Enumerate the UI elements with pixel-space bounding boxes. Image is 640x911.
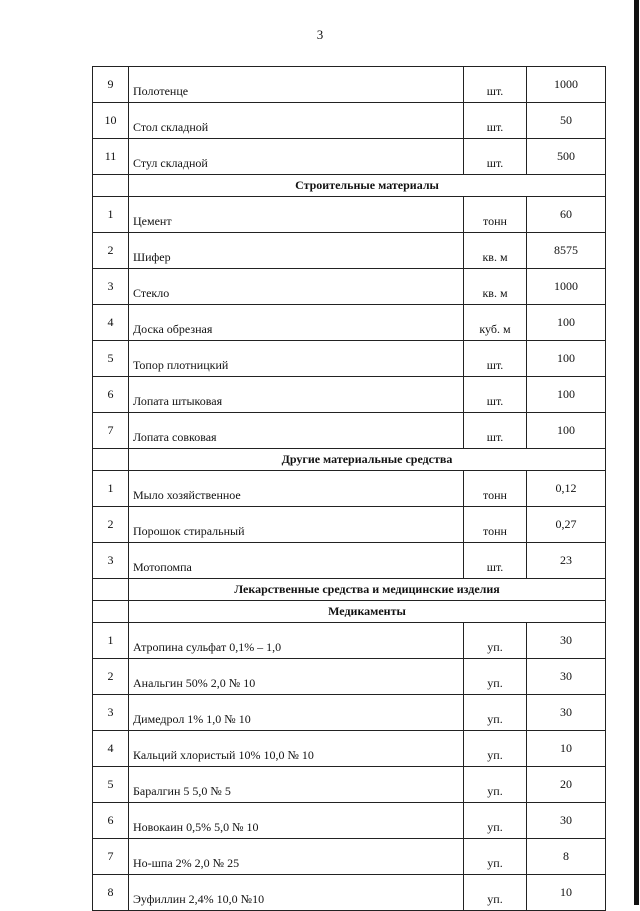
item-quantity: 60 bbox=[527, 197, 606, 233]
row-number: 7 bbox=[93, 413, 129, 449]
item-quantity: 10 bbox=[527, 875, 606, 911]
item-name: Лопата совковая bbox=[129, 413, 464, 449]
other-item-row bbox=[93, 543, 606, 579]
section-construction-title: Строительные материалы bbox=[129, 175, 606, 197]
item-name: Стол складной bbox=[129, 103, 464, 139]
medicine-item-row bbox=[93, 623, 606, 659]
item-name: Анальгин 50% 2,0 № 10 bbox=[129, 659, 464, 695]
item-unit: тонн bbox=[464, 197, 527, 233]
item-unit: шт. bbox=[464, 413, 527, 449]
item-quantity: 30 bbox=[527, 659, 606, 695]
item-unit: кв. м bbox=[464, 233, 527, 269]
medicine-item-row bbox=[93, 839, 606, 875]
item-unit: уп. bbox=[464, 731, 527, 767]
item-quantity: 30 bbox=[527, 803, 606, 839]
household-item-row bbox=[93, 67, 606, 103]
row-number: 10 bbox=[93, 103, 129, 139]
item-name: Топор плотницкий bbox=[129, 341, 464, 377]
item-name: Шифер bbox=[129, 233, 464, 269]
item-name: Новокаин 0,5% 5,0 № 10 bbox=[129, 803, 464, 839]
item-unit: шт. bbox=[464, 543, 527, 579]
item-name: Цемент bbox=[129, 197, 464, 233]
item-quantity: 20 bbox=[527, 767, 606, 803]
row-number: 6 bbox=[93, 377, 129, 413]
item-unit: тонн bbox=[464, 471, 527, 507]
construction-item-row bbox=[93, 197, 606, 233]
section-medical-title: Лекарственные средства и медицинские изделия bbox=[129, 579, 606, 601]
other-item-row bbox=[93, 471, 606, 507]
item-unit: шт. bbox=[464, 341, 527, 377]
construction-item-row bbox=[93, 341, 606, 377]
item-quantity: 500 bbox=[527, 139, 606, 175]
item-quantity: 100 bbox=[527, 377, 606, 413]
section-medicines-title: Медикаменты bbox=[129, 601, 606, 623]
item-quantity: 50 bbox=[527, 103, 606, 139]
item-unit: шт. bbox=[464, 103, 527, 139]
household-item-row bbox=[93, 139, 606, 175]
item-name: Но-шпа 2% 2,0 № 25 bbox=[129, 839, 464, 875]
construction-item-row bbox=[93, 233, 606, 269]
item-quantity: 23 bbox=[527, 543, 606, 579]
item-quantity: 10 bbox=[527, 731, 606, 767]
item-name: Стекло bbox=[129, 269, 464, 305]
construction-item-row bbox=[93, 413, 606, 449]
row-number: 2 bbox=[93, 233, 129, 269]
medicine-item-row bbox=[93, 767, 606, 803]
item-unit: шт. bbox=[464, 67, 527, 103]
item-unit: куб. м bbox=[464, 305, 527, 341]
row-number: 1 bbox=[93, 471, 129, 507]
item-quantity: 100 bbox=[527, 305, 606, 341]
row-number: 2 bbox=[93, 659, 129, 695]
page-number: 3 bbox=[316, 27, 324, 42]
item-unit: уп. bbox=[464, 875, 527, 911]
medicine-item-row bbox=[93, 731, 606, 767]
construction-item-row bbox=[93, 269, 606, 305]
item-unit: кв. м bbox=[464, 269, 527, 305]
item-quantity: 0,12 bbox=[527, 471, 606, 507]
item-quantity: 100 bbox=[527, 413, 606, 449]
section-construction bbox=[93, 175, 606, 197]
section-other-title: Другие материальные средства bbox=[129, 449, 606, 471]
scan-edge-bar bbox=[634, 0, 639, 905]
medicine-item-row bbox=[93, 695, 606, 731]
row-number: 7 bbox=[93, 839, 129, 875]
item-name: Лопата штыковая bbox=[129, 377, 464, 413]
item-unit: тонн bbox=[464, 507, 527, 543]
item-name: Атропина сульфат 0,1% – 1,0 bbox=[129, 623, 464, 659]
row-number: 3 bbox=[93, 543, 129, 579]
item-quantity: 30 bbox=[527, 695, 606, 731]
supplies-table bbox=[92, 66, 606, 911]
section-spacer bbox=[93, 175, 129, 197]
item-quantity: 30 bbox=[527, 623, 606, 659]
item-unit: шт. bbox=[464, 139, 527, 175]
row-number: 11 bbox=[93, 139, 129, 175]
row-number: 5 bbox=[93, 341, 129, 377]
row-number: 2 bbox=[93, 507, 129, 543]
item-name: Мотопомпа bbox=[129, 543, 464, 579]
construction-item-row bbox=[93, 377, 606, 413]
item-quantity: 1000 bbox=[527, 67, 606, 103]
item-name: Порошок стиральный bbox=[129, 507, 464, 543]
item-unit: уп. bbox=[464, 695, 527, 731]
item-unit: уп. bbox=[464, 659, 527, 695]
item-quantity: 100 bbox=[527, 341, 606, 377]
construction-item-row bbox=[93, 305, 606, 341]
medicine-item-row bbox=[93, 875, 606, 911]
item-unit: уп. bbox=[464, 803, 527, 839]
item-quantity: 8575 bbox=[527, 233, 606, 269]
section-medical bbox=[93, 579, 606, 601]
row-number: 4 bbox=[93, 731, 129, 767]
section-other bbox=[93, 449, 606, 471]
item-quantity: 8 bbox=[527, 839, 606, 875]
item-name: Баралгин 5 5,0 № 5 bbox=[129, 767, 464, 803]
row-number: 1 bbox=[93, 623, 129, 659]
item-name: Доска обрезная bbox=[129, 305, 464, 341]
household-item-row bbox=[93, 103, 606, 139]
row-number: 4 bbox=[93, 305, 129, 341]
item-name: Полотенце bbox=[129, 67, 464, 103]
section-spacer bbox=[93, 579, 129, 601]
supplies-table-body bbox=[93, 67, 606, 911]
item-unit: уп. bbox=[464, 839, 527, 875]
item-name: Эуфиллин 2,4% 10,0 №10 bbox=[129, 875, 464, 911]
item-unit: уп. bbox=[464, 767, 527, 803]
medicine-item-row bbox=[93, 803, 606, 839]
row-number: 9 bbox=[93, 67, 129, 103]
item-quantity: 1000 bbox=[527, 269, 606, 305]
row-number: 5 bbox=[93, 767, 129, 803]
section-spacer bbox=[93, 449, 129, 471]
row-number: 6 bbox=[93, 803, 129, 839]
other-item-row bbox=[93, 507, 606, 543]
row-number: 3 bbox=[93, 695, 129, 731]
item-name: Стул складной bbox=[129, 139, 464, 175]
item-unit: уп. bbox=[464, 623, 527, 659]
section-medicines bbox=[93, 601, 606, 623]
section-spacer bbox=[93, 601, 129, 623]
item-quantity: 0,27 bbox=[527, 507, 606, 543]
row-number: 8 bbox=[93, 875, 129, 911]
item-unit: шт. bbox=[464, 377, 527, 413]
medicine-item-row bbox=[93, 659, 606, 695]
row-number: 1 bbox=[93, 197, 129, 233]
item-name: Димедрол 1% 1,0 № 10 bbox=[129, 695, 464, 731]
row-number: 3 bbox=[93, 269, 129, 305]
item-name: Мыло хозяйственное bbox=[129, 471, 464, 507]
item-name: Кальций хлористый 10% 10,0 № 10 bbox=[129, 731, 464, 767]
